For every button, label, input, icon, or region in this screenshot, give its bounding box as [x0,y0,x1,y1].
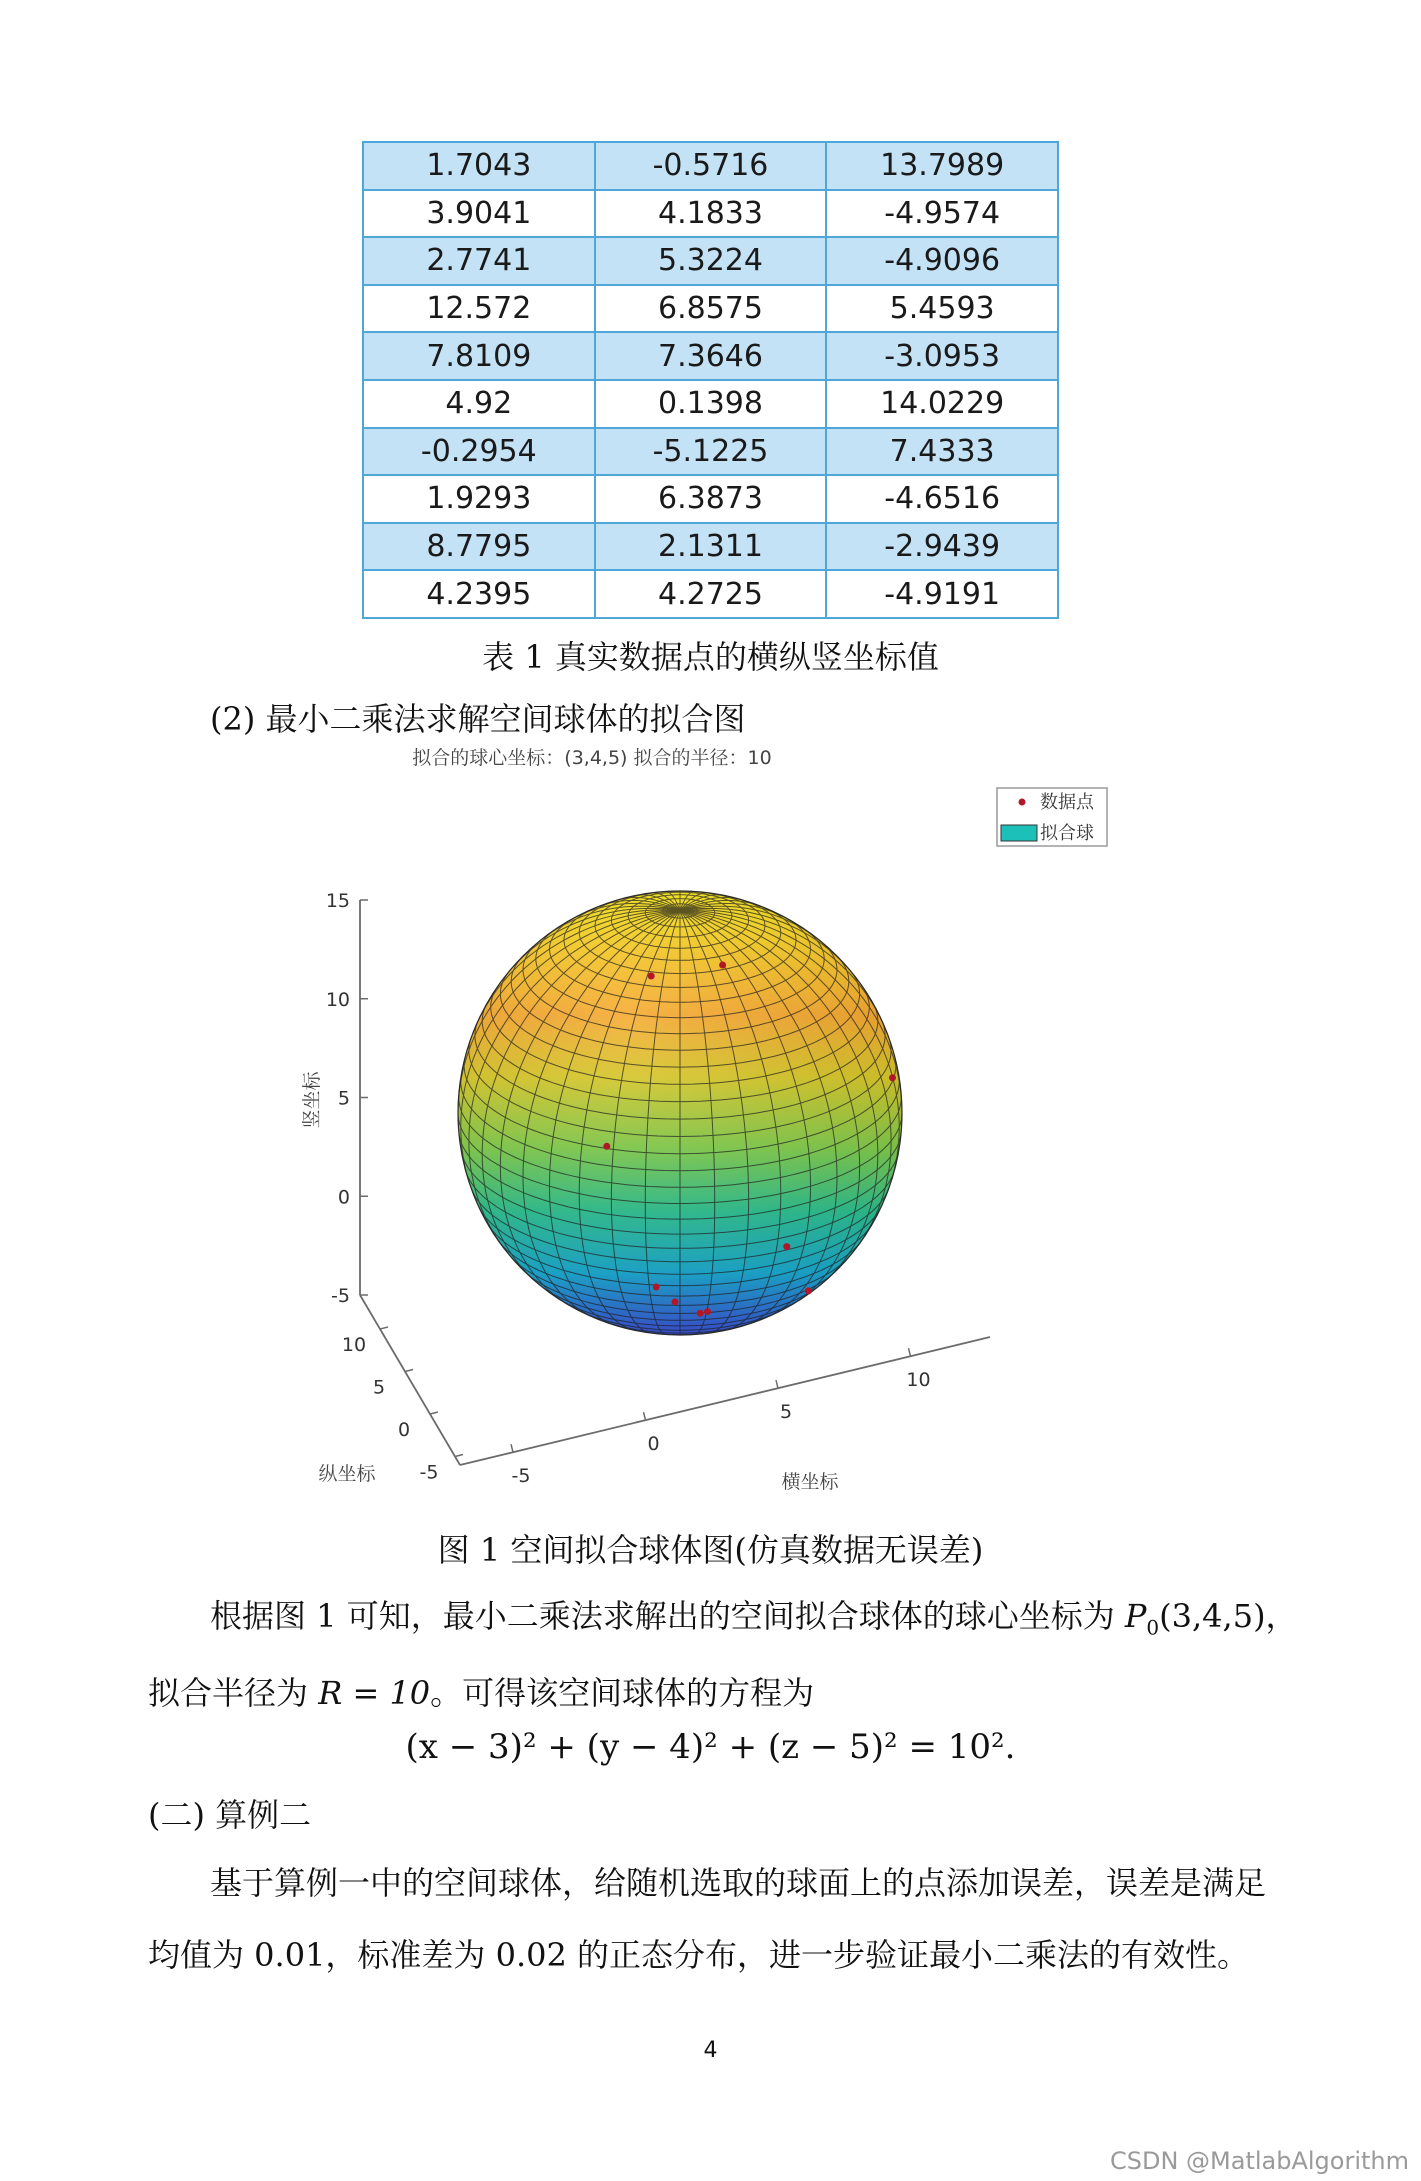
x-tick [644,1412,646,1420]
y-tick-label: 10 [341,1334,367,1356]
table-cell: 2.7741 [363,237,595,285]
fitted-sphere [458,891,902,1335]
x-tick-label: 10 [906,1369,931,1392]
data-point [697,1310,704,1317]
radius-text: 拟合半径为 [148,1674,319,1712]
chart-legend [997,788,1107,846]
table-cell: 6.3873 [595,475,827,523]
x-tick [776,1380,778,1388]
table-row [363,142,1058,190]
z-tick-label: -5 [331,1285,350,1307]
legend-point-marker [1019,799,1026,806]
chart-title: 拟合的球心坐标：(3,4,5) 拟合的半径：10 [412,747,772,769]
legend-sphere-swatch [1001,825,1037,841]
figure-caption: 图 1 空间拟合球体图(仿真数据无误差) [437,1531,984,1569]
point-symbol: P [1124,1597,1147,1635]
table-cell: -3.0953 [826,332,1058,380]
table-cell: 13.7989 [826,142,1058,190]
data-point [805,1287,812,1294]
table-cell: 2.1311 [595,523,827,571]
z-tick-label: 0 [337,1186,350,1209]
table-row [363,332,1058,380]
point-subscript: 0 [1146,1615,1160,1640]
table-cell: 4.2395 [363,570,595,618]
z-tick-label: 5 [337,1087,350,1110]
table-cell: 1.7043 [363,142,595,190]
section2-heading: (二) 算例二 [148,1796,312,1834]
x-tick [909,1348,911,1356]
table-caption: 表 1 真实数据点的横纵竖坐标值 [482,638,939,676]
data-point [672,1298,679,1305]
x-tick-label: 5 [779,1401,793,1424]
sphere-equation: (x − 3)² + (y − 4)² + (z − 5)² = 10². [405,1727,1016,1767]
table-cell: 0.1398 [595,380,827,428]
data-point [648,973,655,980]
paragraph1-line2 [148,1668,814,1714]
y-tick [455,1455,463,1457]
table-cell: 1.9293 [363,475,595,523]
data-point [719,962,726,969]
table-row [363,475,1058,523]
data-point [889,1074,896,1081]
y-tick [430,1412,438,1414]
table-row [363,285,1058,333]
table-row [363,380,1058,428]
data-point [653,1284,660,1291]
table-cell: 7.3646 [595,332,827,380]
paragraph2-line2: 均值为 0.01，标准差为 0.02 的正态分布，进一步验证最小二乘法的有效性。 [148,1936,1250,1974]
z-tick-label: 15 [325,890,350,912]
x-tick-group [511,1348,931,1487]
data-point [704,1308,711,1315]
table-cell: 4.2725 [595,570,827,618]
paragraph1-line1 [210,1591,1298,1639]
table-cell: -0.5716 [595,142,827,190]
center-coords: (3,4,5) [1159,1597,1266,1635]
y-tick [405,1370,413,1372]
x-tick-label: 0 [647,1433,660,1456]
equation-intro: 。可得该空间球体的方程为 [430,1674,815,1712]
table-cell: 3.9041 [363,190,595,238]
table-cell: 7.8109 [363,332,595,380]
table-cell: -4.9574 [826,190,1058,238]
table-cell: -4.9096 [826,237,1058,285]
table-cell: 4.92 [363,380,595,428]
y-axis-label: 纵坐标 [318,1463,376,1485]
legend-label-sphere: 拟合球 [1040,823,1094,844]
data-table [362,141,1059,619]
x-tick [511,1444,513,1452]
sphere-chart [280,745,1140,1505]
z-tick-group [326,890,368,1307]
x-tick-label: -5 [511,1465,531,1488]
y-tick [380,1327,388,1329]
table-cell: -5.1225 [595,428,827,476]
table-cell: 4.1833 [595,190,827,238]
table-row [363,428,1058,476]
table-cell: 6.8575 [595,285,827,333]
data-point [603,1143,610,1150]
table-cell: -2.9439 [826,523,1058,571]
table-row [363,190,1058,238]
y-tick-label: 5 [372,1376,386,1399]
legend-label-points: 数据点 [1040,792,1094,813]
table-cell: 7.4333 [826,428,1058,476]
table-cell: 14.0229 [826,380,1058,428]
radius-expr: R = 10 [318,1674,431,1712]
table-cell: 12.572 [363,285,595,333]
paragraph1-comma: ， [1265,1597,1298,1635]
table-cell: -4.6516 [826,475,1058,523]
y-tick-label: -5 [419,1461,439,1484]
table-row [363,523,1058,571]
table-cell: -4.9191 [826,570,1058,618]
y-tick-group [342,1327,463,1484]
page-number: 4 [703,2038,718,2063]
table-row [363,237,1058,285]
table-cell: 8.7795 [363,523,595,571]
table-cell: -0.2954 [363,428,595,476]
table-cell: 5.3224 [595,237,827,285]
data-point [783,1243,790,1250]
table-row [363,570,1058,618]
y-tick-label: 0 [397,1419,411,1441]
x-axis-label: 横坐标 [781,1471,839,1493]
table-cell: 5.4593 [826,285,1058,333]
watermark: CSDN @MatlabAlgorithm [1109,2147,1409,2175]
z-tick-label: 10 [325,988,350,1011]
paragraph1-text: 根据图 1 可知，最小二乘法求解出的空间拟合球体的球心坐标为 [210,1597,1125,1635]
paragraph2-line1: 基于算例一中的空间球体，给随机选取的球面上的点添加误差，误差是满足 [210,1864,1267,1902]
section-heading: (2) 最小二乘法求解空间球体的拟合图 [210,700,746,738]
z-axis-label: 竖坐标 [301,1071,323,1129]
